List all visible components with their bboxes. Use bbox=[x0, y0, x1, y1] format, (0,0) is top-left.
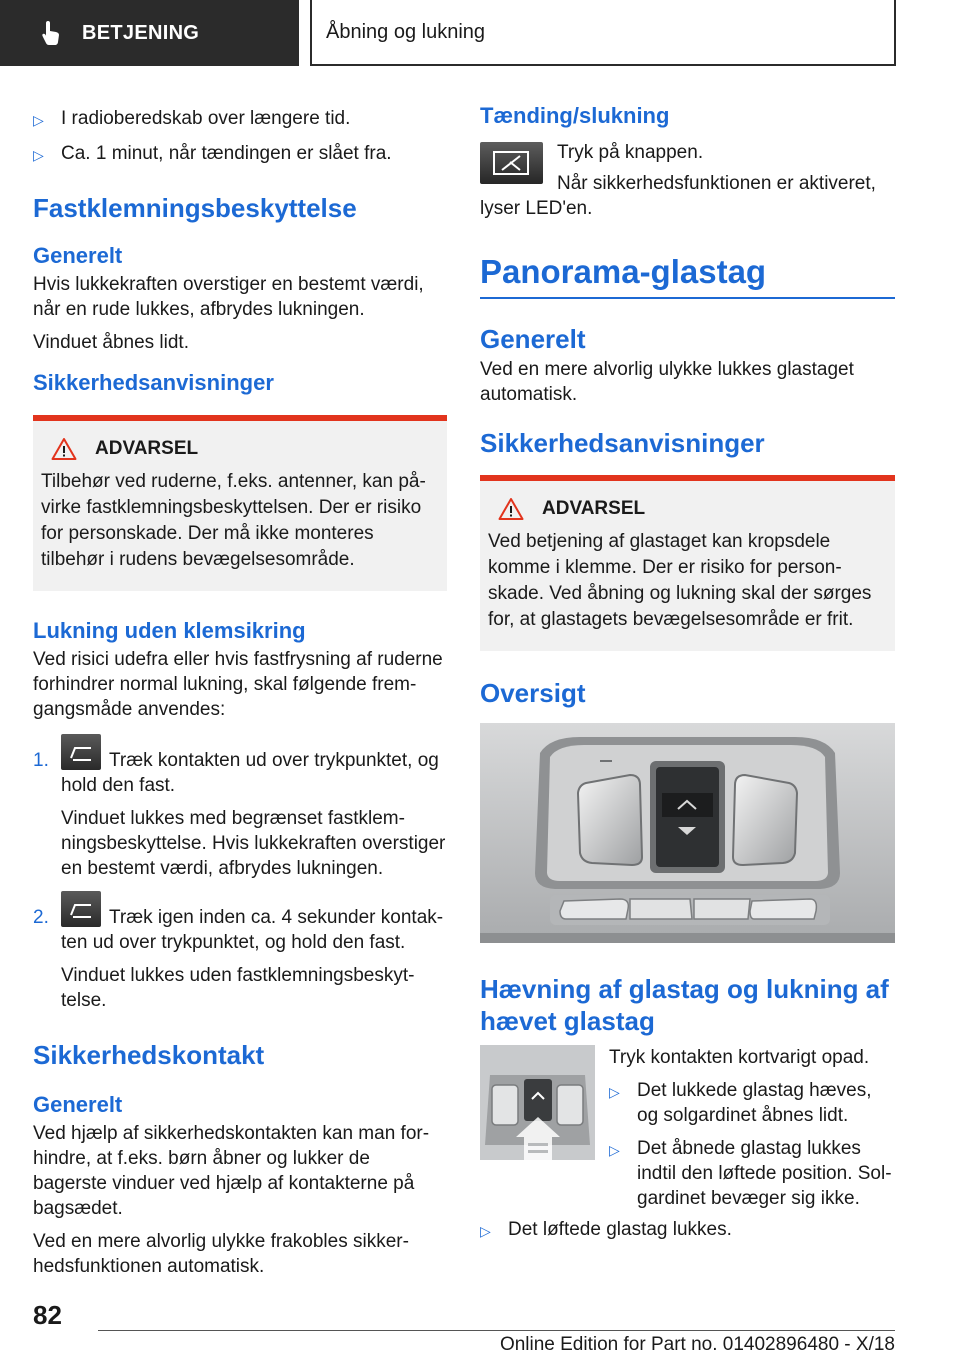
list-item: ▷ Ca. 1 minut, når tændingen er slået fra. bbox=[33, 141, 447, 168]
warning-triangle-icon bbox=[51, 437, 77, 461]
edition-text: Online Edition for Part no. 01402896480 - X/18 bbox=[499, 1334, 895, 1355]
taending-block bbox=[480, 140, 895, 221]
left-column bbox=[33, 94, 447, 1279]
warning-text: Ved betjening af glastaget kan kropsdele komme i klemme. Der er risiko for personskade. Ved åbning og lukning skal der sørges for, at glastagets bevægelsesområde er frit. bbox=[488, 531, 872, 630]
step-sub: Vinduet lukkes med begrænset fastklemningsbeskyttelse. Hvis lukkekraften overstiger en bestemt værdi, afbrydes lukningen. bbox=[61, 808, 446, 879]
heading-panorama: Panorama-glastag bbox=[480, 253, 767, 290]
roof-switch-photo bbox=[480, 1045, 595, 1160]
heading-oversigt: Oversigt bbox=[480, 678, 586, 708]
warning-header bbox=[41, 437, 439, 461]
overhead-console-photo bbox=[480, 723, 895, 943]
section-tab bbox=[0, 0, 299, 66]
paragraph: Ved hjælp af sikkerhedskontakten kan man forhindre, at f.eks. børn åbner og lukker de bagerste vinduer ved hjælp af kontakterne på bagsædet. bbox=[33, 1123, 430, 1219]
step-number: 1. bbox=[33, 750, 49, 771]
paragraph: Tryk på knappen. bbox=[557, 142, 704, 163]
page-title: Åbning og lukning bbox=[326, 20, 486, 43]
warning-box bbox=[33, 415, 447, 591]
paragraph: Når sikkerhedsfunktionen er aktiveret, lyser LED'en. bbox=[480, 173, 876, 219]
list-item: ▷ Det løftede glastag lukkes. bbox=[480, 1217, 895, 1244]
bullet-marker: ▷ bbox=[33, 147, 44, 163]
step-number: 2. bbox=[33, 907, 49, 928]
step-item: 1. Træk kontakten ud over trykpunktet, og hold den fast. Vinduet lukkes med begrænset fastklemningsbeskyttelse. Hvis lukkekraften overstiger en bestemt værdi, afbrydes lukningen. bbox=[33, 748, 447, 881]
paragraph: Ved risici udefra eller hvis fastfrysning af ruderne forhindrer normal lukning, skal følgende fremgangsmåde anvendes: bbox=[33, 649, 443, 720]
step-item: 2. Træk igen inden ca. 4 sekunder kontakten ud over trykpunktet, og hold den fast. Vinduet lukkes uden fastklemningsbeskyttelse. bbox=[33, 905, 447, 1013]
bullet-marker: ▷ bbox=[609, 1084, 620, 1100]
heading-lukning: Lukning uden klemsikring bbox=[33, 618, 306, 643]
warning-triangle-icon bbox=[498, 497, 524, 521]
bullet-marker: ▷ bbox=[480, 1223, 491, 1239]
warning-label: ADVARSEL bbox=[95, 438, 199, 459]
paragraph: Hvis lukkekraften overstiger en bestemt værdi, når en rude lukkes, afbrydes lukningen. bbox=[33, 274, 424, 320]
paragraph: Ved en mere alvorlig ulykke lukkes glastaget automatisk. bbox=[480, 359, 854, 405]
heading-sikkerhedskontakt: Sikkerhedskontakt bbox=[33, 1040, 265, 1070]
heading-generelt: Generelt bbox=[33, 243, 123, 268]
paragraph: Ved en mere alvorlig ulykke frakobles sikkerhedsfunktionen automatisk. bbox=[33, 1231, 409, 1277]
list-item: ▷ I radioberedskab over længere tid. bbox=[33, 106, 447, 133]
page-number: 82 bbox=[33, 1300, 62, 1330]
heading-taending: Tænding/slukning bbox=[480, 103, 670, 128]
paragraph: Vinduet åbnes lidt. bbox=[33, 332, 189, 353]
heading-generelt: Generelt bbox=[33, 1092, 123, 1117]
window-switch-pull-icon bbox=[61, 734, 101, 770]
hand-pointer-icon bbox=[40, 20, 62, 46]
paragraph: Tryk kontakten kortvarigt opad. bbox=[609, 1047, 870, 1068]
page-header bbox=[310, 0, 896, 66]
list-item: ▷ Det lukkede glastag hæves, og solgardinet åbnes lidt. bbox=[609, 1080, 872, 1126]
heading-sikkerhedsanvisninger: Sikkerhedsanvisninger bbox=[33, 370, 274, 395]
haevning-block bbox=[480, 1045, 895, 1244]
heading-generelt: Generelt bbox=[480, 324, 586, 354]
list-item: ▷ Det åbnede glastag lukkes indtil den løftede position. Solgardinet bevæger sig ikke. bbox=[609, 1138, 892, 1209]
safety-switch-icon bbox=[480, 142, 543, 184]
window-switch-pull-icon bbox=[61, 891, 101, 927]
bullet-marker: ▷ bbox=[33, 112, 44, 128]
heading-rule bbox=[480, 297, 895, 299]
warning-text: Tilbehør ved ruderne, f.eks. antenner, kan påvirke fastklemningsbeskyttelsen. Der er risiko for personskade. Der må ikke monteres tilbehør i rudens bevægelsesområde. bbox=[41, 471, 426, 570]
heading-fastklemning: Fastklemningsbeskyttelse bbox=[33, 193, 357, 223]
warning-box bbox=[480, 475, 895, 651]
heading-sikkerhedsanvisninger: Sikkerhedsanvisninger bbox=[480, 428, 765, 458]
right-column bbox=[480, 94, 895, 1244]
section-label: BETJENING bbox=[82, 21, 200, 44]
heading-haevning: Hævning af glastag og lukning af hævet glastag bbox=[480, 974, 889, 1036]
step-sub: Vinduet lukkes uden fastklemningsbeskyttelse. bbox=[61, 965, 415, 1011]
footer-rule bbox=[98, 1330, 895, 1331]
warning-header bbox=[488, 497, 887, 521]
warning-label: ADVARSEL bbox=[542, 498, 646, 519]
bullet-marker: ▷ bbox=[609, 1142, 620, 1158]
